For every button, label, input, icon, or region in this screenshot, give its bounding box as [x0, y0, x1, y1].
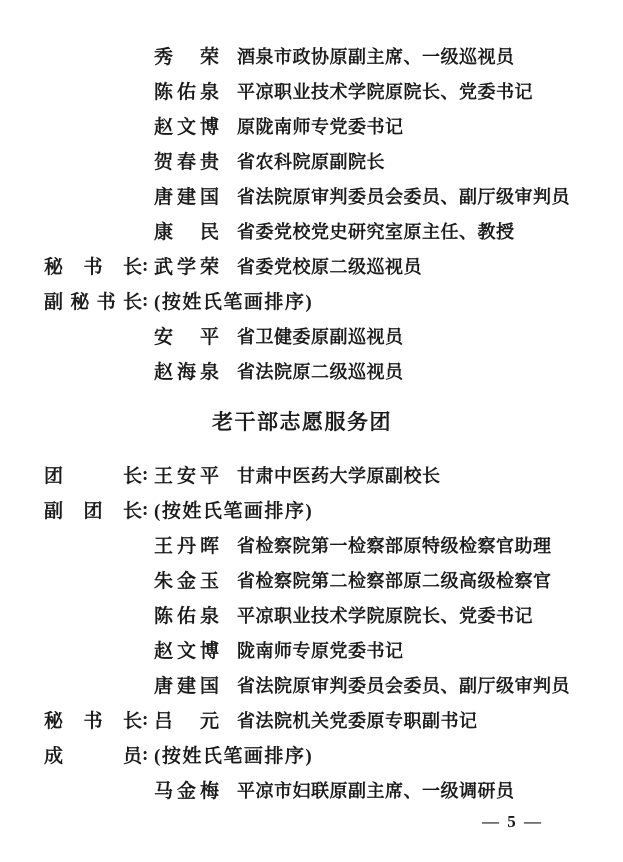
role-char: 副: [44, 292, 64, 313]
person-title: 陇南师专原党委书记: [237, 640, 404, 661]
role-note-row: [0, 737, 623, 772]
role-char: 书: [83, 257, 103, 278]
section-volunteer-team-list: [0, 457, 623, 807]
role-member-row: [0, 457, 623, 492]
person-title: 省法院机关党委原专职副书记: [237, 710, 478, 731]
person-title: 平凉职业技术学院原院长、党委书记: [237, 81, 533, 102]
role-char: 秘: [44, 257, 64, 278]
person-name: 吕 元: [154, 711, 224, 732]
member-row: [0, 772, 623, 807]
role-char: 长: [122, 257, 142, 278]
person-name: 秀 荣: [154, 47, 224, 68]
member-row: [0, 178, 623, 213]
role-char: 秘: [70, 292, 90, 313]
person-name: 赵文博: [154, 641, 224, 662]
role-label: [44, 252, 142, 279]
role-char: 长: [122, 292, 142, 313]
person-name: 王丹晖: [154, 536, 224, 557]
person-title: 省法院原审判委员会委员、副厅级审判员: [237, 186, 570, 207]
role-colon: :: [142, 498, 149, 520]
person-title: 省检察院第二检察部原二级高级检察官: [237, 570, 552, 591]
role-colon: :: [142, 463, 149, 485]
person-name: 武学荣: [154, 257, 224, 278]
person-title: 省委党校原二级巡视员: [237, 256, 422, 277]
member-row: [0, 318, 623, 353]
member-row: [0, 143, 623, 178]
person-name: 赵海泉: [154, 362, 224, 383]
page-number: — 5 —: [482, 812, 543, 831]
member-row: [0, 597, 623, 632]
role-char: 副: [44, 501, 64, 522]
role-member-row: [0, 248, 623, 283]
role-char: 成: [44, 746, 64, 767]
person-name: 贺春贵: [154, 152, 224, 173]
role-char: 团: [44, 466, 64, 487]
sort-note: (按姓氏笔画排序): [154, 292, 314, 313]
role-char: 长: [122, 501, 142, 522]
role-label: [44, 741, 142, 768]
role-note-row: [0, 283, 623, 318]
role-char: 员: [122, 746, 142, 767]
role-colon: :: [142, 289, 149, 311]
person-name: 康 民: [154, 222, 224, 243]
role-char: 书: [83, 711, 103, 732]
person-name: 陈佑泉: [154, 82, 224, 103]
role-member-row: [0, 702, 623, 737]
role-char: 秘: [44, 711, 64, 732]
role-char: 长: [122, 711, 142, 732]
member-row: [0, 667, 623, 702]
sort-note: (按姓氏笔画排序): [154, 501, 314, 522]
person-name: 唐建国: [154, 676, 224, 697]
role-colon: :: [142, 743, 149, 765]
member-row: [0, 38, 623, 73]
role-colon: :: [142, 254, 149, 276]
person-title: 平凉市妇联原副主席、一级调研员: [237, 780, 515, 801]
role-char: 书: [96, 292, 116, 313]
role-colon: :: [142, 708, 149, 730]
person-title: 省委党校党史研究室原主任、教授: [237, 221, 515, 242]
member-row: [0, 562, 623, 597]
person-name: 朱金玉: [154, 571, 224, 592]
member-row: [0, 527, 623, 562]
person-title: 省法院原二级巡视员: [237, 361, 404, 382]
role-char: 团: [83, 501, 103, 522]
member-row: [0, 353, 623, 388]
role-label: [44, 287, 142, 314]
person-title: 平凉职业技术学院原院长、党委书记: [237, 605, 533, 626]
person-name: 赵文博: [154, 117, 224, 138]
person-name: 马金梅: [154, 781, 224, 802]
role-label: [44, 461, 142, 488]
person-title: 省农科院原副院长: [237, 151, 385, 172]
person-name: 安 平: [154, 327, 224, 348]
role-char: 长: [122, 466, 142, 487]
member-row: [0, 108, 623, 143]
member-row: [0, 632, 623, 667]
member-row: [0, 73, 623, 108]
person-title: 酒泉市政协原副主席、一级巡视员: [237, 46, 515, 67]
sort-note: (按姓氏笔画排序): [154, 746, 314, 767]
person-title: 甘肃中医药大学原副校长: [237, 465, 441, 486]
member-row: [0, 213, 623, 248]
person-title: 省检察院第一检察部原特级检察官助理: [237, 535, 552, 556]
section-heading: 老干部志愿服务团: [212, 411, 392, 434]
role-note-row: [0, 492, 623, 527]
person-name: 陈佑泉: [154, 606, 224, 627]
role-label: [44, 496, 142, 523]
role-label: [44, 706, 142, 733]
person-name: 唐建国: [154, 187, 224, 208]
person-name: 王安平: [154, 466, 224, 487]
person-title: 省法院原审判委员会委员、副厅级审判员: [237, 675, 570, 696]
person-title: 原陇南师专党委书记: [237, 116, 404, 137]
section-members-list: [0, 38, 623, 388]
person-title: 省卫健委原副巡视员: [237, 326, 404, 347]
